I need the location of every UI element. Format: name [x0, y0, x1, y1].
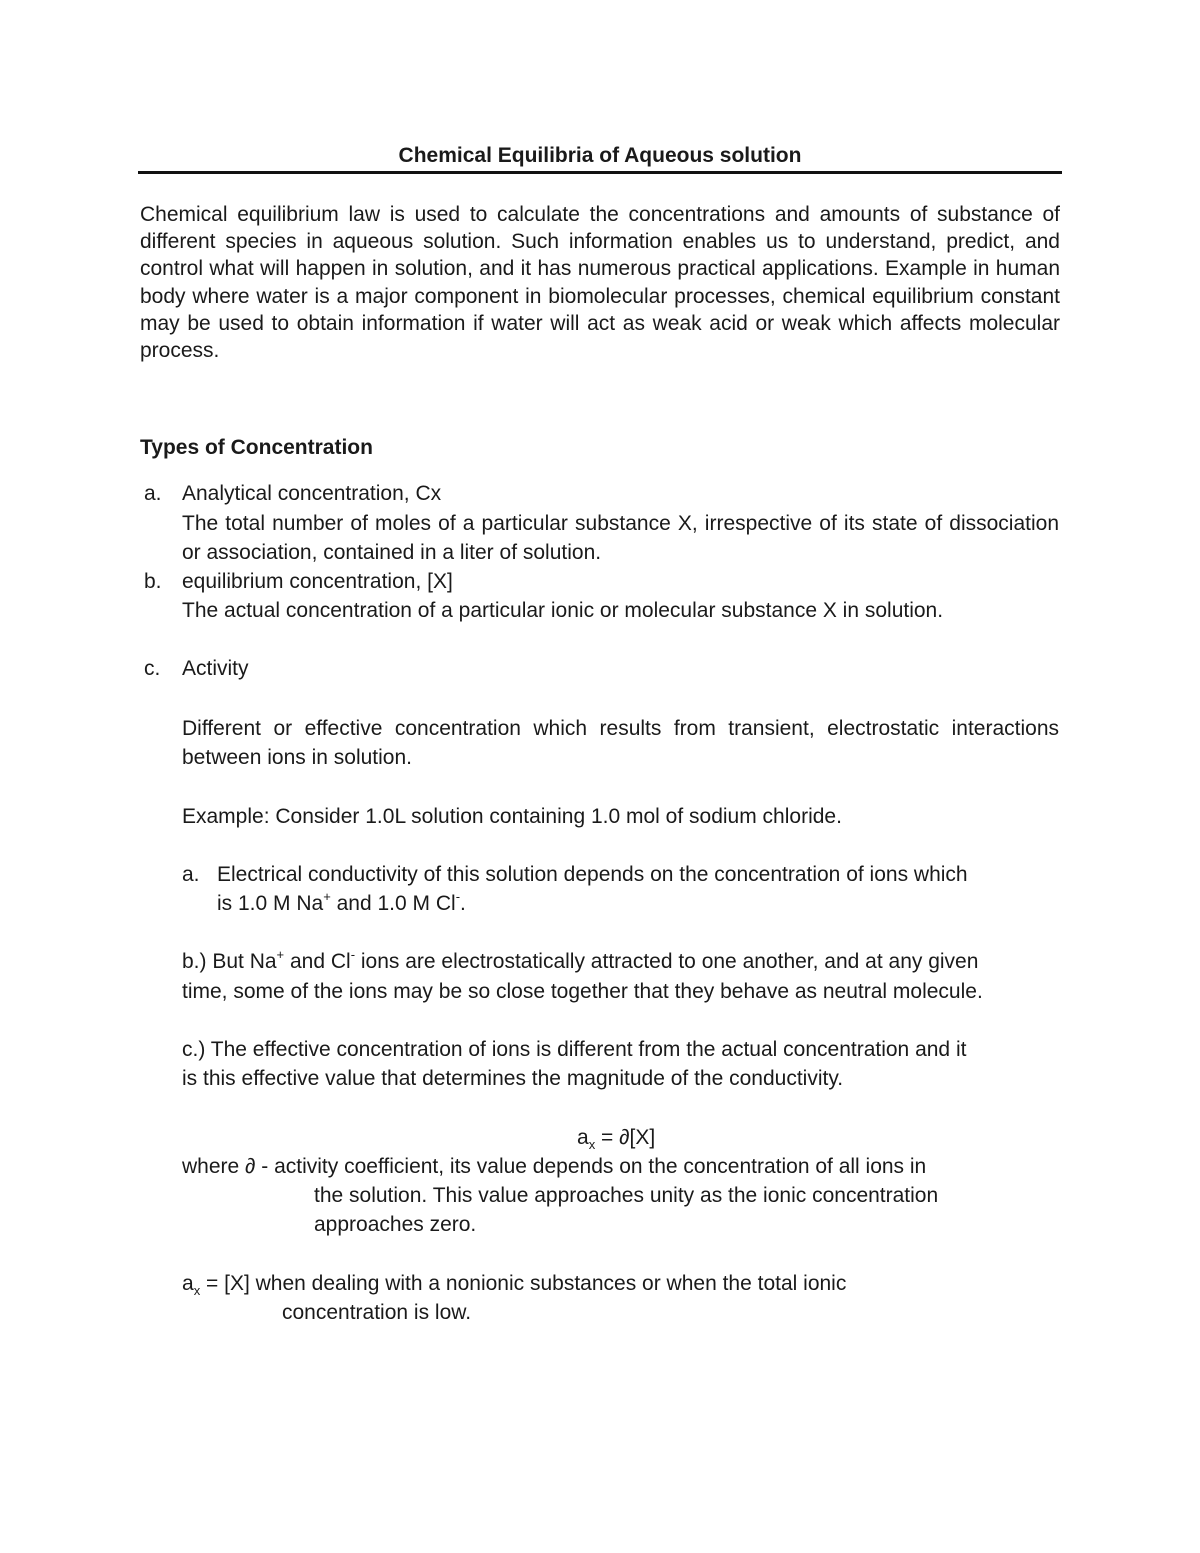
type-b-description: The actual concentration of a particular ionic or molecular substance X in solution. — [182, 599, 944, 622]
where-line1: where ∂ - activity coefficient, its value depends on the concentration of all ions in — [182, 1155, 927, 1178]
example-point-c-line2: is this effective value that determines the magnitude of the conductivity. — [182, 1067, 844, 1090]
example-point-a-line2: is 1.0 M Na+ and 1.0 M Cl-. — [217, 889, 466, 915]
list-marker-a: a. — [144, 482, 162, 505]
document-title: Chemical Equilibria of Aqueous solution — [398, 144, 802, 167]
activity-formula: $a_x = \partial[X]$ — [577, 1126, 656, 1153]
where-line2: the solution. This value approaches unity as the ionic concentration — [314, 1184, 939, 1207]
title-underline — [138, 171, 1062, 174]
list-marker-c: c. — [144, 657, 161, 680]
type-a-description: The total number of moles of a particular substance X, irrespective of its state of dissociation or association, contained in a liter of solution. — [182, 512, 1059, 564]
type-c-description: Different or effective concentration which results from transient, electrostatic interactions between ions in solution. — [182, 717, 1059, 769]
example-point-a-line1: Electrical conductivity of this solution depends on the concentration of ions which — [217, 863, 968, 886]
example-point-a-marker: a. — [182, 863, 200, 886]
type-a-label: Analytical concentration, Cx — [182, 482, 442, 505]
example-point-b-line2: time, some of the ions may be so close together that they behave as neutral molecule. — [182, 980, 983, 1003]
nonionic-formula-line2: concentration is low. — [282, 1301, 472, 1324]
example-point-c-line1: c.) The effective concentration of ions is different from the actual concentration and it — [182, 1038, 967, 1061]
section-heading: Types of Concentration — [140, 436, 373, 459]
type-b-label: equilibrium concentration, [X] — [182, 570, 453, 593]
where-line3: approaches zero. — [314, 1213, 477, 1236]
type-c-label: Activity — [182, 657, 249, 680]
example-intro: Example: Consider 1.0L solution containing 1.0 mol of sodium chloride. — [182, 805, 842, 828]
list-marker-b: b. — [144, 570, 162, 593]
example-point-b-line1: b.) But Na+ and Cl- ions are electrostatically attracted to one another, and at any given — [182, 947, 979, 973]
intro-paragraph: Chemical equilibrium law is used to calculate the concentrations and amounts of substance of different species in aqueous solution. Such information enables us to understand, predict, and control what will happen in solution, and it has numerous practical applications. Example in human body where water is a major component in biomolecular processes, chemical equilibrium constant may be used to obtain information if water will act as weak acid or weak which affects molecular process. — [140, 203, 1060, 363]
nonionic-formula-line1: $a_x = [X]$ when dealing with a nonionic substances or when the total ionic — [182, 1272, 847, 1299]
